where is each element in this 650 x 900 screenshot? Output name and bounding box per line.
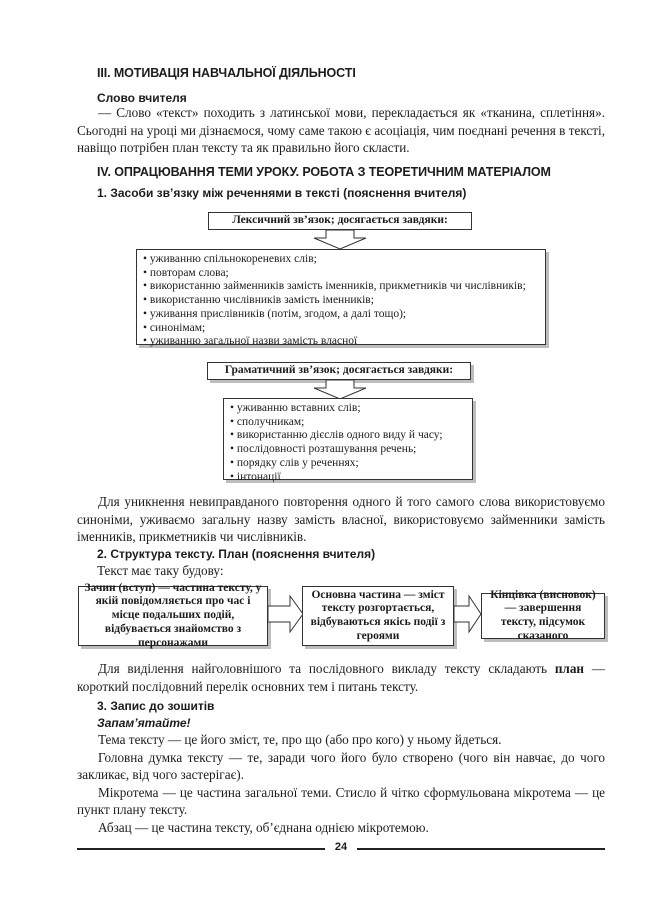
lexical-arrow-icon	[312, 230, 368, 250]
subheading-structure: 2. Структура тексту. План (пояснення вчителя)	[97, 547, 376, 561]
flow-box-main	[302, 586, 454, 646]
grammatical-item: • використанню дієслів одного виду й часу;	[230, 429, 466, 443]
grammatical-list-box	[223, 398, 473, 483]
motivation-paragraph: — Слово «текст» походить з латинської мови, перекладається як «тканина, сплетіння». Сьогодні на уроці ми дізнаємося, чому саме такою є асоціація, чим поєднані речення в тексті, навіщо потрібен план тексту та як правильно його скласти.	[77, 105, 605, 155]
lexical-list	[143, 253, 539, 349]
grammatical-item: • послідовності розташування речень;	[230, 443, 466, 457]
plan-paragraph	[77, 660, 605, 695]
flow-box-intro	[78, 581, 268, 649]
lexical-title-box	[208, 212, 472, 230]
grammatical-item: • порядку слів у реченнях;	[230, 457, 466, 471]
lexical-item: • повторам слова;	[143, 267, 539, 281]
lexical-item: • синонімам;	[143, 322, 539, 336]
flow-arrow-1-icon	[268, 594, 304, 634]
flow-box-ending	[481, 588, 605, 642]
definitions-block	[77, 731, 605, 836]
synonyms-paragraph: Для уникнення невиправданого повторення одного й того самого слова використовуємо синоніми, уживаємо загальну назву замість власної, використовуємо займенники замість іменників, прикметників чи числівників.	[77, 494, 605, 544]
grammatical-arrow-icon	[312, 380, 368, 400]
definition-main-idea: Головна думка тексту — те, заради чого його було створено (чого він навчає, до чого закликає, від чого застерігає).	[77, 749, 605, 782]
flow-box-main-text: — зміст тексту розгортається, відбуваються якісь події з героями	[310, 588, 446, 642]
grammatical-item: • сполучникам;	[230, 416, 466, 430]
plan-word: план	[554, 661, 585, 676]
subheading-connection-means: 1. Засоби зв’язку між реченнями в тексті (пояснення вчителя)	[97, 186, 467, 200]
subheading-notebook: 3. Запис до зошитів	[97, 699, 215, 713]
lexical-item: • уживання прислівників (потім, згодом, а далі тощо);	[143, 308, 539, 322]
lexical-item: • уживанню спільнокореневих слів;	[143, 253, 539, 267]
definition-paragraph: Абзац — це частина тексту, об’єднана однією мікротемою.	[98, 819, 429, 835]
flow-arrow-2-icon	[454, 594, 482, 634]
lexical-title: Лексичний зв’язок; досягається завдяки:	[232, 214, 448, 227]
flow-box-ending-text: — завершення тексту, підсумок сказаного	[500, 602, 586, 642]
lexical-item: • використанню числівників замість іменників;	[143, 294, 539, 308]
plan-text-after: — короткий послідовний перелік основних тем і питань тексту.	[77, 661, 606, 694]
structure-intro: Текст має таку будову:	[97, 563, 224, 578]
flow-box-main-title: Основна частина	[311, 588, 402, 601]
subheading-teacher-word: Слово вчителя	[97, 91, 187, 105]
footer-rule-left	[77, 848, 325, 850]
flow-box-intro-text: — частина тексту, у якій повідомляється про час і місце подальших подій, відбувається знайомство з персонажами	[95, 581, 262, 649]
page-number: 24	[334, 841, 348, 853]
grammatical-item: • інтонації	[230, 471, 466, 485]
definition-theme: Тема тексту — це його зміст, те, про що (або про кого) у ньому йдеться.	[98, 732, 502, 747]
definition-microtheme: Мікротема — це частина загальної теми. Стисло й чітко сформульована мікротема — це пункт плану тексту.	[77, 784, 605, 817]
grammatical-title-box	[207, 362, 471, 380]
plan-text-before: Для виділення найголовнішого та послідовного викладу тексту складають	[98, 661, 555, 676]
grammatical-list	[230, 402, 466, 484]
section-heading-motivation: ІІІ. МОТИВАЦІЯ НАВЧАЛЬНОЇ ДІЯЛЬНОСТІ	[97, 66, 356, 80]
lexical-item: • використанню займенників замість іменників, прикметників чи числівників;	[143, 280, 539, 294]
section-heading-theory: IV. ОПРАЦЮВАННЯ ТЕМИ УРОКУ. РОБОТА З ТЕОРЕТИЧНИМ МАТЕРІАЛОМ	[97, 165, 551, 179]
flow-box-ending-title: Кінцівка (висновок)	[490, 588, 596, 601]
footer-rule-right	[357, 848, 605, 850]
grammatical-item: • уживанню вставних слів;	[230, 402, 466, 416]
lexical-list-box	[136, 249, 546, 348]
remember-label: Запам’ятайте!	[97, 716, 191, 730]
lexical-item: • уживанню загальної назви замість власної	[143, 335, 539, 349]
grammatical-title: Граматичний зв’язок; досягається завдяки:	[224, 364, 454, 377]
flow-box-intro-title: Зачин (вступ)	[84, 581, 156, 594]
